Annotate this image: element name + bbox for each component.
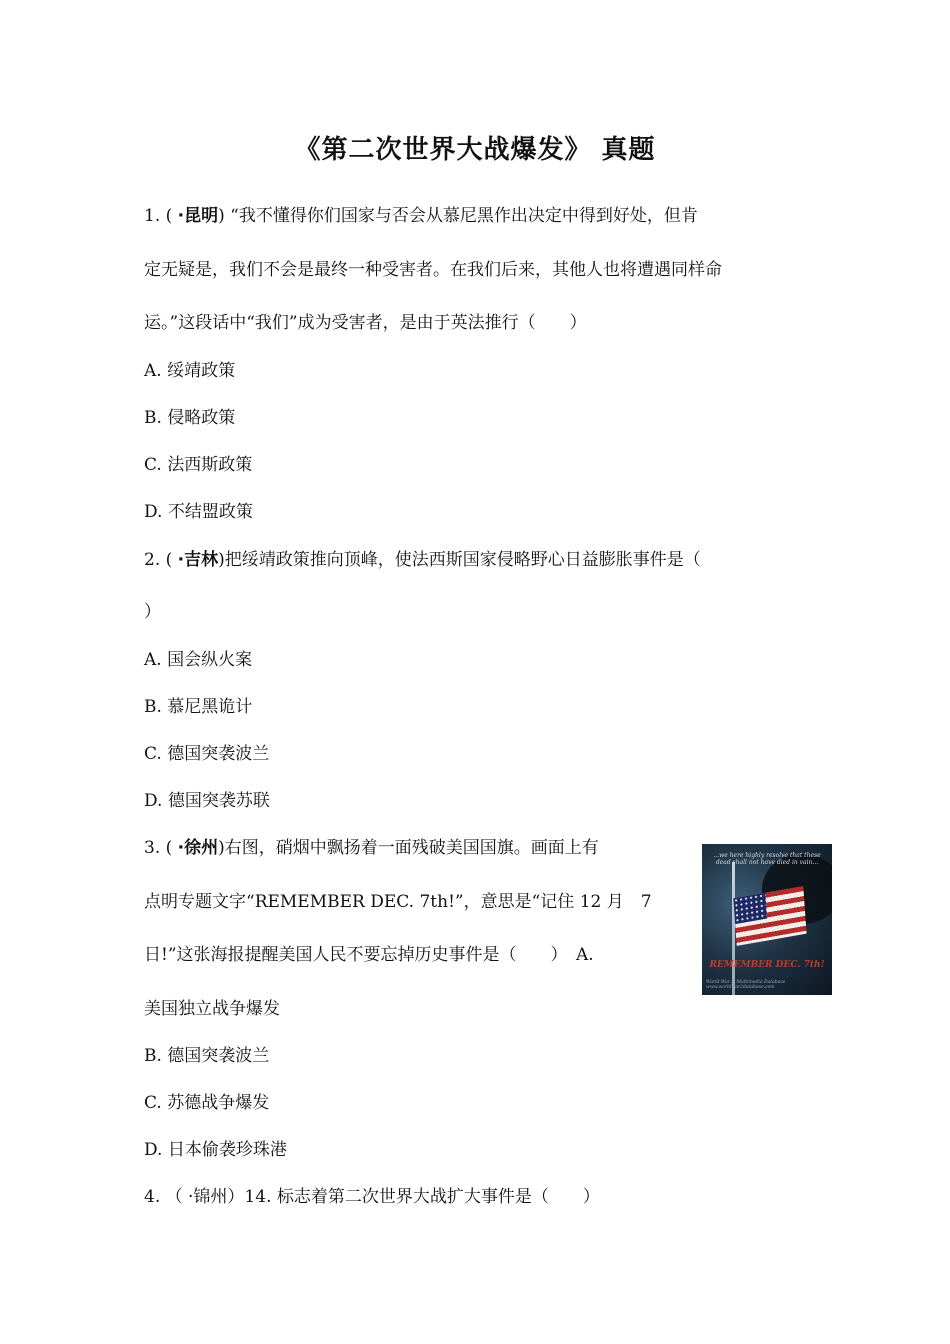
question-3-option-a-text: 美国独立战争爆发 [144,999,280,1019]
remember-dec-7th-poster-image [702,844,832,995]
poster-quote: ...we here highly resolve that these dead shall not have died in vain... [713,852,821,866]
question-1-line-3: 运。”这段话中“我们”成为受害者，是由于英法推行（ ） [144,313,587,333]
question-3-line-3: 日!”这张海报提醒美国人民不要忘掉历史事件是（ ） A. [144,945,594,965]
question-number: 2. ( [144,550,178,570]
question-2-line-2: ） [144,602,161,622]
question-2-option-d: D. 德国突袭苏联 [144,791,270,811]
question-2-option-a: A. 国会纵火案 [144,650,253,670]
question-1-option-c: C. 法西斯政策 [144,455,253,475]
question-2-option-b: B. 慕尼黑诡计 [144,697,253,717]
question-3-option-d: D. 日本偷袭珍珠港 [144,1140,287,1160]
question-source: ·徐州 [177,838,219,858]
question-source: ·昆明 [177,206,219,226]
question-1-line-2: 定无疑是，我们不会是最终一种受害者。在我们后来，其他人也将遭遇同样命 [144,260,722,280]
question-number: 1. ( [144,206,178,226]
page-title: 《第二次世界大战爆发》 真题 [294,135,656,165]
question-number: 3. ( [144,838,178,858]
question-1-line-1 [144,204,698,228]
american-flag-icon [733,886,806,946]
question-text: )把绥靖政策推向顶峰，使法西斯国家侵略野心日益膨胀事件是（ [218,550,701,570]
poster-headline: REMEMBER DEC. 7th! [709,960,825,970]
question-text: )右图，硝烟中飘扬着一面残破美国国旗。画面上有 [218,838,599,858]
question-1-option-a: A. 绥靖政策 [144,361,236,381]
question-source: ·吉林 [177,550,219,570]
question-3-option-b: B. 德国突袭波兰 [144,1046,270,1066]
question-3-line-1 [144,836,599,860]
question-3-option-c: C. 苏德战争爆发 [144,1093,270,1113]
flag-canton [733,893,767,924]
question-4-line-1: 4. （ ·锦州）14. 标志着第二次世界大战扩大事件是（ ） [144,1187,600,1207]
question-1-option-b: B. 侵略政策 [144,408,236,428]
question-3-line-2: 点明专题文字“REMEMBER DEC. 7th!”，意思是“记住 12 月 7 [144,892,652,912]
question-text: ) “我不懂得你们国家与否会从慕尼黑作出决定中得到好处，但肯 [218,206,698,226]
poster-credit: World War II Multimedia Database www.worldwar2database.com [706,980,786,990]
question-2-option-c: C. 德国突袭波兰 [144,744,270,764]
question-2-line-1 [144,548,701,572]
question-1-option-d: D. 不结盟政策 [144,502,253,522]
